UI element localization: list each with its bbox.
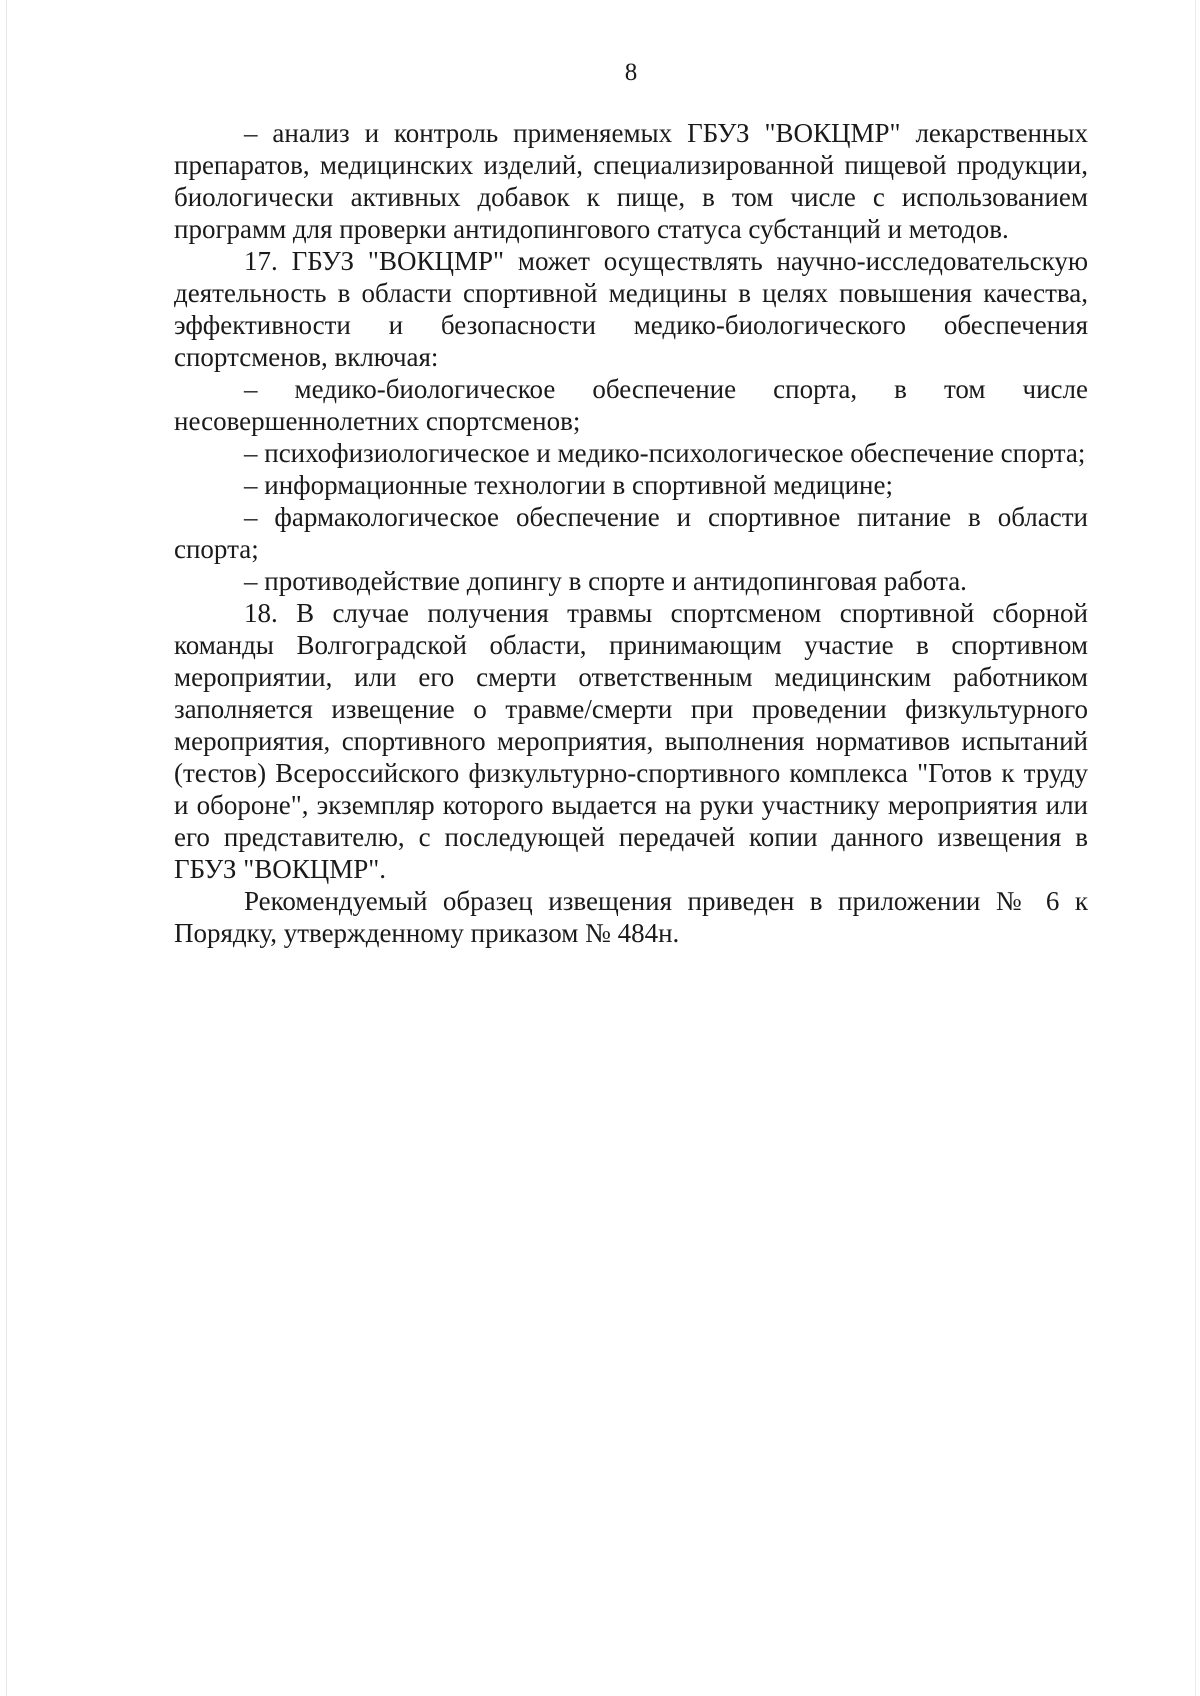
list-item-psychophysiological-support: – психофизиологическое и медико-психологическое обеспечение спорта; (244, 438, 1086, 468)
scan-edge-left (6, 0, 7, 1696)
document-body (174, 117, 1088, 949)
list-item-pharmacological-support: – фармакологическое обеспечение и спортивное питание в области спорта; (174, 502, 1088, 564)
page-number: 8 (624, 59, 638, 86)
paragraph-drug-control: – анализ и контроль применяемых ГБУЗ "ВОКЦМР" лекарственных препаратов, медицинских изделий, специализированной пищевой продукции, биологически активных добавок к пище, в том числе с использованием программ для проверки антидопингового статуса субстанций и методов. (174, 118, 1088, 244)
scan-edge-right (1195, 0, 1196, 1696)
paragraph-17-research: 17. ГБУЗ "ВОКЦМР" может осуществлять научно-исследовательскую деятельность в области спортивной медицины в целях повышения качества, эффективности и безопасности медико-биологического обеспечения спортсменов, включая: (174, 246, 1088, 372)
paragraph-18-injury-notice: 18. В случае получения травмы спортсменом спортивной сборной команды Волгоградской области, принимающим участие в спортивном мероприятии, или его смерти ответственным медицинским работником заполняется извещение о травме/смерти при проведении физкультурного мероприятия, спортивного мероприятия, выполнения нормативов испытаний (тестов) Всероссийского физкультурно-спортивного комплекса "Готов к труду и обороне", экземпляр которого выдается на руки участнику мероприятия или его представителю, с последующей передачей копии данного извещения в ГБУЗ "ВОКЦМР". (174, 598, 1088, 884)
paragraph-recommended-form: Рекомендуемый образец извещения приведен в приложении № 6 к Порядку, утвержденному приказом № 484н. (174, 886, 1088, 948)
list-item-biomedical-support: – медико-биологическое обеспечение спорта, в том числе несовершеннолетних спортсменов; (174, 374, 1088, 436)
list-item-information-technology: – информационные технологии в спортивной медицине; (244, 470, 893, 500)
list-item-anti-doping: – противодействие допингу в спорте и антидопинговая работа. (244, 566, 967, 596)
